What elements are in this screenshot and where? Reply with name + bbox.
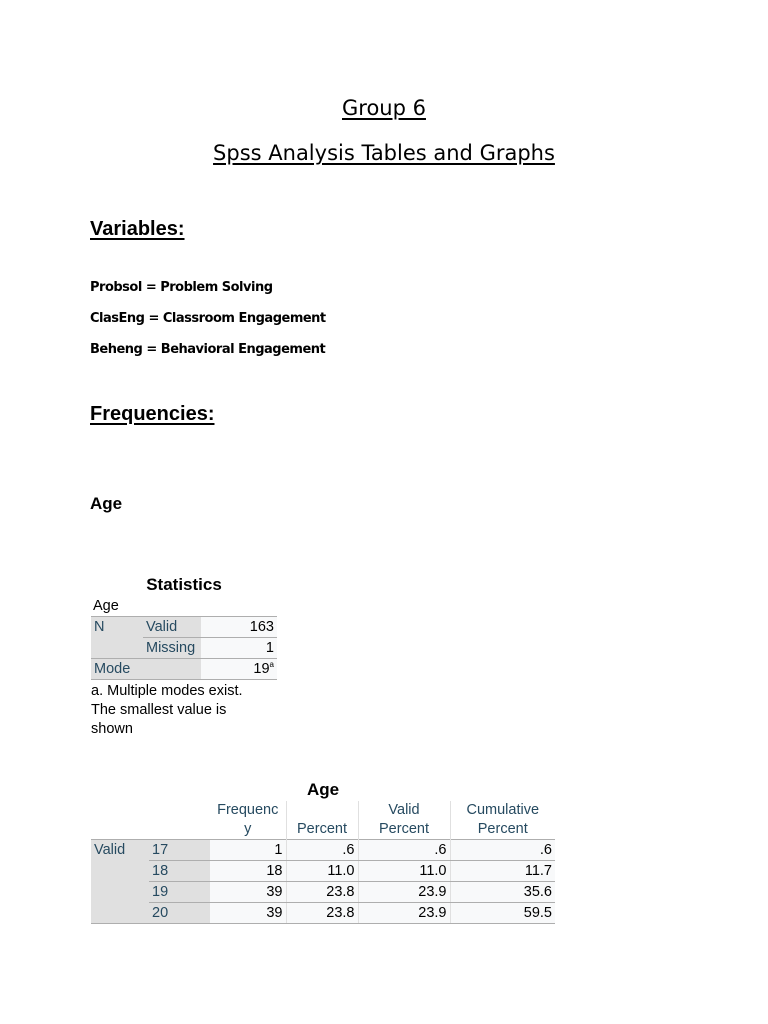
- age-table-title: Age: [306, 780, 340, 799]
- statistics-table: [91, 616, 277, 680]
- variables-heading: Variables:: [90, 218, 185, 240]
- statistics-footnote: a. Multiple modes exist. The smallest value is shown: [91, 683, 243, 737]
- row-value: 17: [149, 840, 210, 861]
- missing-label: Missing: [143, 638, 201, 659]
- column-header-valid-percent: Valid Percent: [358, 801, 450, 840]
- table-row: [91, 903, 555, 924]
- table-row: [91, 882, 555, 903]
- mode-label: Mode: [91, 659, 201, 680]
- cell-frequency: 18: [210, 861, 286, 882]
- cell-valid-percent: 23.9: [358, 882, 450, 903]
- cell-valid-percent: 23.9: [358, 903, 450, 924]
- statistics-variable-label: Age: [93, 598, 119, 614]
- document-subtitle: Spss Analysis Tables and Graphs: [213, 141, 555, 165]
- cell-cumulative-percent: 35.6: [450, 882, 555, 903]
- cell-cumulative-percent: 59.5: [450, 903, 555, 924]
- statistics-table-block: [91, 574, 277, 739]
- valid-label: Valid: [143, 617, 201, 638]
- cell-cumulative-percent: .6: [450, 840, 555, 861]
- valid-value: 163: [201, 617, 277, 638]
- valid-row-label: Valid: [91, 840, 149, 861]
- variable-definition: Beheng = Behavioral Engagement: [90, 342, 326, 357]
- statistics-table-title: Statistics: [146, 575, 222, 594]
- n-label: N: [91, 617, 143, 638]
- table-row: [91, 861, 555, 882]
- variable-definition: Probsol = Problem Solving: [90, 280, 273, 295]
- cell-percent: 11.0: [286, 861, 358, 882]
- cell-frequency: 1: [210, 840, 286, 861]
- row-value: 20: [149, 903, 210, 924]
- row-value: 18: [149, 861, 210, 882]
- row-value: 19: [149, 882, 210, 903]
- mode-value: 19: [253, 661, 270, 677]
- column-header-percent: Percent: [286, 801, 358, 840]
- age-table-block: [91, 779, 555, 924]
- document-title: Group 6: [342, 96, 426, 120]
- mode-footnote-mark: a: [269, 660, 274, 670]
- cell-valid-percent: 11.0: [358, 861, 450, 882]
- cell-cumulative-percent: 11.7: [450, 861, 555, 882]
- variable-definition: ClasEng = Classroom Engagement: [90, 311, 326, 326]
- n-label-spacer: [91, 638, 143, 659]
- table-row: [91, 840, 555, 861]
- column-header-cumulative-percent: Cumulative Percent: [450, 801, 555, 840]
- missing-value: 1: [201, 638, 277, 659]
- frequencies-heading: Frequencies:: [90, 403, 215, 425]
- cell-percent: 23.8: [286, 903, 358, 924]
- cell-frequency: 39: [210, 903, 286, 924]
- cell-percent: .6: [286, 840, 358, 861]
- cell-percent: 23.8: [286, 882, 358, 903]
- column-header-frequency: Frequency: [217, 802, 279, 837]
- cell-valid-percent: .6: [358, 840, 450, 861]
- mode-value-cell: [201, 659, 277, 680]
- age-frequency-table: [91, 801, 555, 924]
- age-heading: Age: [90, 494, 123, 513]
- cell-frequency: 39: [210, 882, 286, 903]
